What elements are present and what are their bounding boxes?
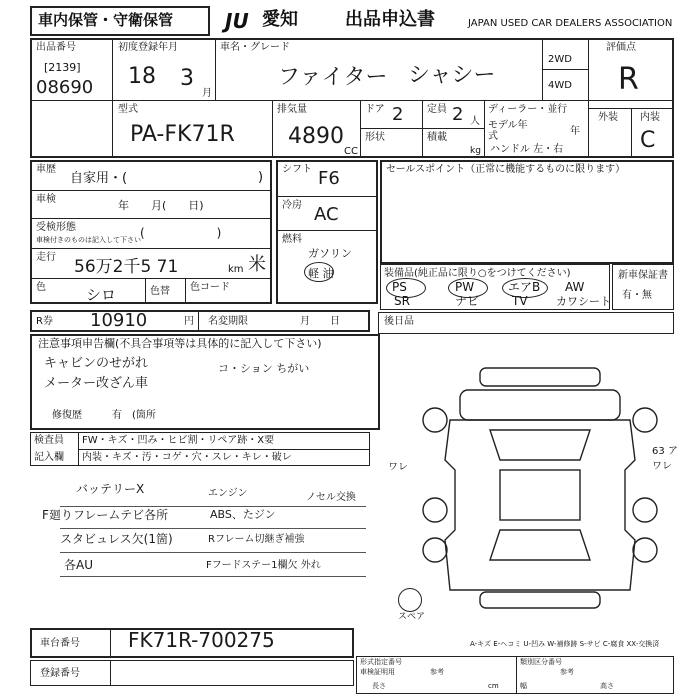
length-unit: cm [488,682,499,690]
lot-number: 08690 [36,77,94,98]
logo-text: JU [225,9,249,33]
notes-line3: コ・ション ちがい [218,362,310,375]
int-value: C [640,128,656,153]
year-unit: 年 [570,126,580,137]
note-g: ノセル交換 [306,492,356,503]
spare-label: スペア [398,612,426,622]
cert-frame [356,656,674,694]
mileage-unit: km [228,264,244,275]
notes-line2: メーター改ざん車 [44,376,149,391]
equip-item[interactable]: SR [394,294,410,308]
lot-label: 出品番号 [36,42,76,53]
name-label: 車名・グレード [220,42,290,53]
vehicle-diagram [410,360,670,620]
disp-unit: CC [344,146,358,157]
ref-label-1: 参考 [430,668,444,676]
note-d: 各AU [64,558,93,572]
legend: A-キズ E-ヘコミ U-凹み W-補修跡 S-サビ C-腐食 XX-交換済 [470,640,660,648]
form-title: 出品申込書 [345,9,435,30]
inspection-value: 年 月( 日) [118,199,204,212]
diagram-label-right: 63 アワレ [652,446,678,472]
equip-item[interactable]: PW [455,280,475,294]
equip-item[interactable]: エアB [508,280,541,294]
color-label: 色 [36,282,46,293]
repair-label: 修復歴 [52,410,82,421]
notes-line1: キャビンのせがれ [44,356,149,371]
history-value: 自家用・( [70,171,128,186]
mileage-value: 56万2千5 71 [74,257,179,277]
int-label: 内装 [640,112,660,123]
width-label: 幅 [520,682,527,690]
equip-circle-pw [448,278,488,298]
doors-label: ドア [365,104,385,115]
chassis-value: FK71R-700275 [128,628,275,652]
grade: シャシー [408,63,496,88]
dealer-label: ディーラー・並行 [488,104,568,115]
equip-item[interactable]: AW [565,280,585,294]
model-name: ファイター [278,65,388,90]
receive-paren: ( ) [140,226,222,240]
mileage-mark: 米 [248,254,266,275]
length-label: 長さ [372,682,386,690]
height-label: 高さ [600,682,614,690]
equip-item[interactable]: カワシート [556,295,611,308]
color-no-label: 色替 [150,286,170,297]
recycle-unit: 円 [184,316,194,327]
sales-label: セールスポイント（正常に機能するものに限ります） [386,164,626,175]
receive-sub: 車検付きのものは記入して下さい [36,236,141,244]
chassis-label: 車台番号 [40,638,80,649]
doors-value: 2 [392,104,404,125]
notes-label: 注意事項申告欄(不具合事項等は具体的に記入して下さい) [38,337,322,350]
equip-item[interactable]: PS [392,280,407,294]
month-unit: 月 [202,88,212,99]
score-label: 評価点 [606,42,636,53]
diagram-label-left: ワレ [388,462,408,473]
note-e: エンジン [208,488,248,499]
history-label: 車歴 [36,164,56,175]
inspection-label: 車検 [36,194,56,205]
shift-label: シフト [282,164,312,175]
inspector-label: 検査員 [34,435,64,446]
lot-sub: [2139] [44,61,81,74]
note-i: Fフードステー1欄欠 外れ [206,560,321,571]
warranty-label: 新車保証書 [618,270,668,281]
aftersale-label: 後日品 [384,316,414,327]
drive-2wd: 2WD [548,54,572,65]
reg-month: 3 [180,66,194,91]
fuel-value2: 軽 油 [308,267,334,280]
capacity-label: 定員 [427,104,447,115]
ac-label: 冷房 [282,200,302,211]
org-name: 愛知 [262,9,298,30]
handle-label: ハンドル 左・右 [490,144,564,155]
score-value: R [618,62,639,97]
type-value: PA-FK71R [130,122,235,147]
deadline-label: 名変期限 [208,316,248,327]
equip-label: 装備品(純正品に限り○をつけてください) [384,268,571,279]
reg-no-label: 登録番号 [40,668,80,679]
record-label: 記入欄 [34,452,64,463]
note-c: スタビュレス欠(1箇) [60,532,173,546]
recycle-value: 10910 [90,310,148,331]
equip-circle-airbag [502,278,548,298]
equip-circle-ps [386,278,426,298]
model-year-label: モデル年式 [488,120,528,142]
color-code-label: 色コード [190,282,230,293]
load-unit: kg [470,146,481,156]
shift-value: F6 [318,168,340,189]
note-a: バッテリーX [76,482,145,496]
ref-label-2: 参考 [560,668,574,676]
warranty-value: 有・無 [622,290,652,301]
reg-year: 18 [128,64,156,89]
spare-circle [398,588,422,612]
color-value: シロ [86,286,117,304]
fuel-value: ガソリン [308,247,352,260]
disp-label: 排気量 [277,104,307,115]
note-b: F廻りフレームテビ各所 [42,508,169,522]
deadline-value: 月 日 [300,316,340,327]
repair-value: 有 (箇所 [112,410,156,421]
note-f: ABS、たジン [210,508,276,521]
inspector-row2: 内装・キズ・汚・コゲ・穴・スレ・キレ・破レ [82,452,292,463]
aftersale-frame [378,312,674,334]
storage-label: 車内保管・守衛保管 [38,11,174,29]
load-label: 積載 [427,132,447,143]
sales-frame [380,160,674,264]
ac-value: AC [314,204,339,225]
association-name: JAPAN USED CAR DEALERS ASSOCIATION [468,18,673,29]
note-h: Rフレーム切継ぎ補強 [208,534,305,545]
receive-label: 受検形態 [36,222,76,233]
main-frame-top [30,38,674,158]
cert-sub: 車検証明用 [360,668,395,676]
type-label: 型式 [118,104,138,115]
equip-item[interactable]: TV [512,294,528,308]
category-label: 類別区分番号 [520,658,562,666]
inspector-row1: FW・キズ・凹み・ヒビ割・リペア跡・X要 [82,435,275,446]
disp-value: 4890 [288,124,344,149]
shape-label: 形状 [365,132,385,143]
cert-label: 形式指定番号 [360,658,402,666]
ext-label: 外装 [598,112,618,123]
fuel-circle [304,262,334,282]
recycle-label: R券 [36,316,53,327]
mileage-label: 走行 [36,252,56,263]
capacity-value: 2 [452,104,464,125]
history-close: ) [258,170,264,185]
reg-label: 初度登録年月 [118,42,178,53]
equip-item[interactable]: ナビ [455,294,480,308]
drive-4wd: 4WD [548,80,572,91]
capacity-unit: 人 [470,116,480,127]
fuel-label: 燃料 [282,234,302,245]
